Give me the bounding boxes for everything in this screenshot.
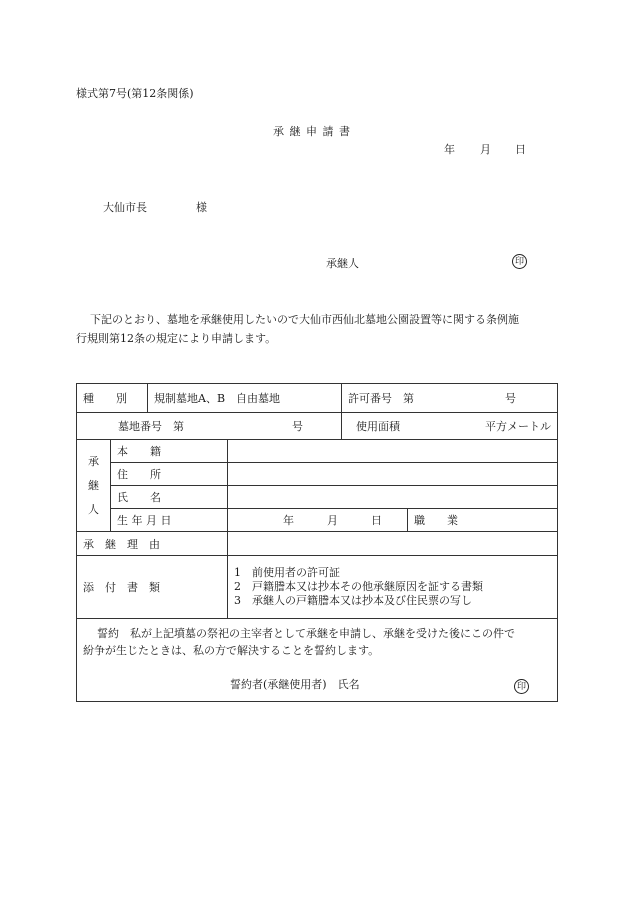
application-table [76, 383, 558, 702]
birth-date-value[interactable]: 年 月 日 [228, 509, 408, 532]
successor-header-char: 人 [88, 502, 99, 516]
occupation-label: 職 業 [408, 509, 558, 532]
name-value[interactable] [228, 486, 558, 509]
oath-signer: 誓約者(承継使用者) 氏名 [230, 678, 360, 691]
date-day: 日 [515, 143, 526, 156]
date-month: 月 [480, 143, 491, 156]
successor-header [77, 440, 111, 532]
address-value[interactable] [228, 463, 558, 486]
type-label: 種 別 [77, 384, 148, 413]
permit-number-suffix: 号 [505, 392, 517, 405]
reason-label: 承 継 理 由 [77, 532, 228, 556]
list-item: 2 戸籍謄本又は抄本その他承継原因を証する書類 [234, 580, 483, 593]
area-cell[interactable] [342, 413, 558, 440]
oath-section [77, 619, 558, 702]
name-label: 氏 名 [111, 486, 228, 509]
area-unit: 平方メートル [485, 420, 552, 433]
attachments-label: 添 付 書 類 [77, 556, 228, 619]
grave-number-cell[interactable] [77, 413, 342, 440]
type-value: 規制墓地A、B 自由墓地 [148, 384, 342, 413]
grave-number-suffix: 号 [292, 420, 303, 433]
list-item: 1 前使用者の許可証 [234, 566, 340, 579]
oath-line1: 誓約 私が上記墳墓の祭祀の主宰者として承継を申請し、承継を受けた後にこの件で [97, 627, 515, 640]
successor-header-char: 継 [88, 478, 99, 492]
form-title: 承 継 申 請 書 [273, 125, 351, 138]
addressee-honorific: 様 [196, 201, 207, 214]
permit-number-cell[interactable] [342, 384, 558, 413]
date-year: 年 [444, 143, 455, 156]
oath-line2: 紛争が生じたときは、私の方で解決することを誓約します。 [83, 644, 380, 657]
domicile-value[interactable] [228, 440, 558, 463]
body-text-line1: 下記のとおり、墓地を承継使用したいので大仙市西仙北墓地公園設置等に関する条例施 [90, 313, 519, 326]
successor-header-char: 承 [88, 454, 99, 468]
reason-value[interactable] [228, 532, 558, 556]
body-text-line2: 行規則第12条の規定により申請します。 [76, 332, 277, 345]
grave-number-label: 墓地番号 第 [118, 420, 184, 433]
area-label: 使用面積 [356, 420, 400, 433]
applicant-seal-icon: 印 [512, 254, 527, 269]
oath-seal-icon: 印 [514, 679, 529, 694]
birth-date-label: 生 年 月 日 [111, 509, 228, 532]
domicile-label: 本 籍 [111, 440, 228, 463]
attachments-list [228, 556, 558, 619]
permit-number-label: 許可番号 第 [348, 392, 414, 405]
applicant-label: 承継人 [326, 257, 359, 270]
form-number: 様式第7号(第12条関係) [76, 87, 194, 100]
addressee-name: 大仙市長 [103, 201, 147, 214]
address-label: 住 所 [111, 463, 228, 486]
list-item: 3 承継人の戸籍謄本又は抄本及び住民票の写し [234, 594, 472, 607]
